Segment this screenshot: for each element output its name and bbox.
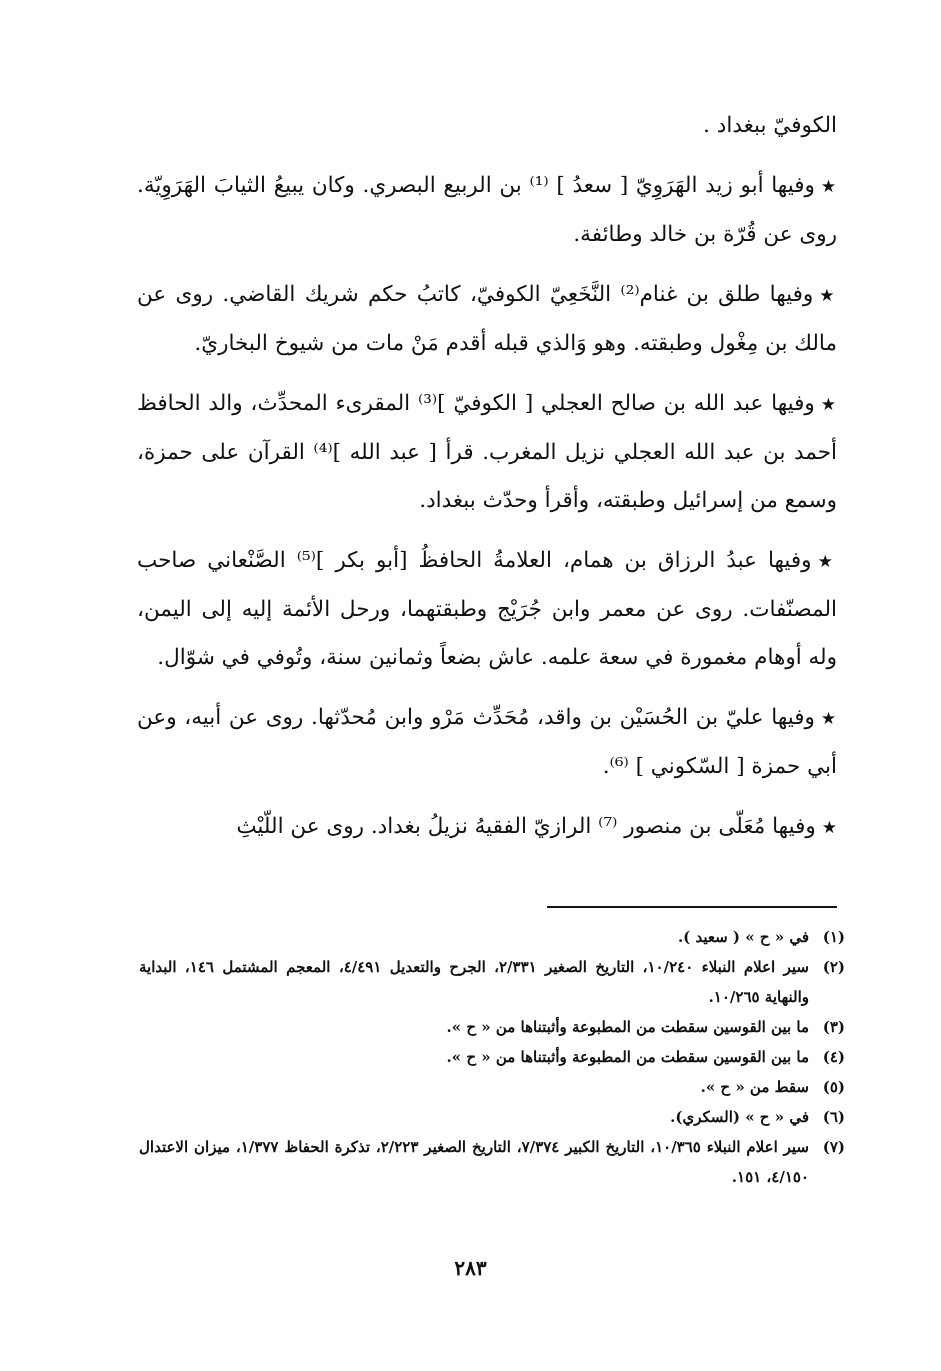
footnote	[139, 1042, 845, 1072]
footnote-text: ما بين القوسين سقطت من المطبوعة وأثبتناها من « ح ».	[446, 1018, 809, 1036]
footnote-number: (٦)	[822, 1108, 845, 1126]
footnote-text: في « ح » (السكري).	[670, 1108, 809, 1126]
paragraph-2	[137, 271, 837, 368]
star-icon: ★	[817, 552, 837, 572]
footnote-number: (١)	[822, 928, 845, 946]
footnote-number: (٢)	[822, 958, 845, 976]
paragraph-text: وفيها أبو زيد الهَرَوِيّ [ سعدُ ] ⁽¹⁾ بن الربيع البصري. وكان يبيعُ الثيابَ الهَرَوِيّة. روى عن قُرّة بن خالد وطائفة.	[137, 173, 837, 247]
footnote	[139, 922, 845, 952]
footnote-text: في « ح » ( سعيد ).	[677, 928, 809, 946]
footnote-text: سير اعلام النبلاء ١٠/٣٦٥، التاريخ الكبير ٧/٣٧٤، التاريخ الصغير ٢/٢٢٣، تذكرة الحفاظ ١/٣٧٧، ميزان الاعتدال ٤/١٥٠، ١٥١.	[139, 1138, 809, 1186]
footnote	[139, 952, 845, 1012]
star-icon: ★	[819, 286, 837, 306]
footnote	[139, 1012, 845, 1042]
star-icon: ★	[820, 177, 837, 197]
footnote-number: (٥)	[822, 1078, 845, 1096]
footnote-text: ما بين القوسين سقطت من المطبوعة وأثبتناها من « ح ».	[446, 1048, 809, 1066]
footnote-number: (٤)	[822, 1048, 845, 1066]
page-number: ٢٨٣	[454, 1256, 487, 1280]
footnotes	[139, 922, 845, 1192]
footnote-number: (٧)	[822, 1138, 845, 1156]
paragraph-text: الكوفيّ ببغداد .	[703, 113, 837, 138]
paragraph-1	[137, 162, 837, 259]
paragraph-6	[137, 803, 837, 852]
paragraph-4	[137, 537, 837, 682]
footnote	[139, 1132, 845, 1192]
footnote-text: سقط من « ح ».	[700, 1078, 809, 1096]
paragraph-0	[137, 102, 837, 150]
paragraph-text: وفيها عليّ بن الحُسَيْن بن واقد، مُحَدِّث مَرْو وابن مُحدّثها. روى عن أبيه، وعن أبي حمزة [ السّكوني ] ⁽⁶⁾.	[137, 705, 837, 779]
paragraph-3	[137, 380, 837, 525]
paragraph-text: وفيها مُعَلّى بن منصور ⁽⁷⁾ الرازيّ الفقيهُ نزيلُ بغداد. روى عن اللّيْثِ	[236, 814, 816, 839]
footnote-divider	[547, 906, 837, 908]
paragraph-text: وفيها عبدُ الرزاق بن همام، العلامةُ الحافظُ [أبو بكر ]⁽⁵⁾ الصَّنْعاني صاحب المصنّفات. روى عن معمر وابن جُرَيْج وطبقتهما، ورحل الأئمة إليه إلى اليمن، وله أوهام مغمورة في سعة علمه. عاش بضعاً وثمانين سنة، وتُوفي في شوّال.	[137, 548, 837, 670]
footnote	[139, 1102, 845, 1132]
paragraph-5	[137, 694, 837, 791]
footnote-number: (٣)	[822, 1018, 845, 1036]
footnote	[139, 1072, 845, 1102]
star-icon: ★	[820, 709, 837, 729]
footnote-text: سير اعلام النبلاء ١٠/٢٤٠، التاريخ الصغير ٢/٣٣١، الجرح والتعديل ٤/٤٩١، المعجم المشتمل ١٤٦، البداية والنهاية ١٠/٢٦٥.	[139, 958, 810, 1006]
star-icon: ★	[821, 818, 837, 838]
paragraph-text: وفيها طلق بن غنام⁽²⁾ النَّخَعِيّ الكوفيّ، كاتبُ حكم شريك القاضي. روى عن مالك بن مِغْول وطبقته. وهو وَالذي قبله أقدم مَنْ مات من شيوخ البخاريّ.	[137, 282, 837, 356]
main-text	[137, 102, 837, 864]
paragraph-text: وفيها عبد الله بن صالح العجلي [ الكوفيّ ]⁽³⁾ المقرىء المحدِّث، والد الحافظ أحمد بن عبد الله العجلي نزيل المغرب. قرأ [ عبد الله ]⁽⁴⁾ القرآن على حمزة، وسمع من إسرائيل وطبقته، وأقرأ وحدّث ببغداد.	[137, 391, 837, 513]
star-icon: ★	[820, 395, 837, 415]
